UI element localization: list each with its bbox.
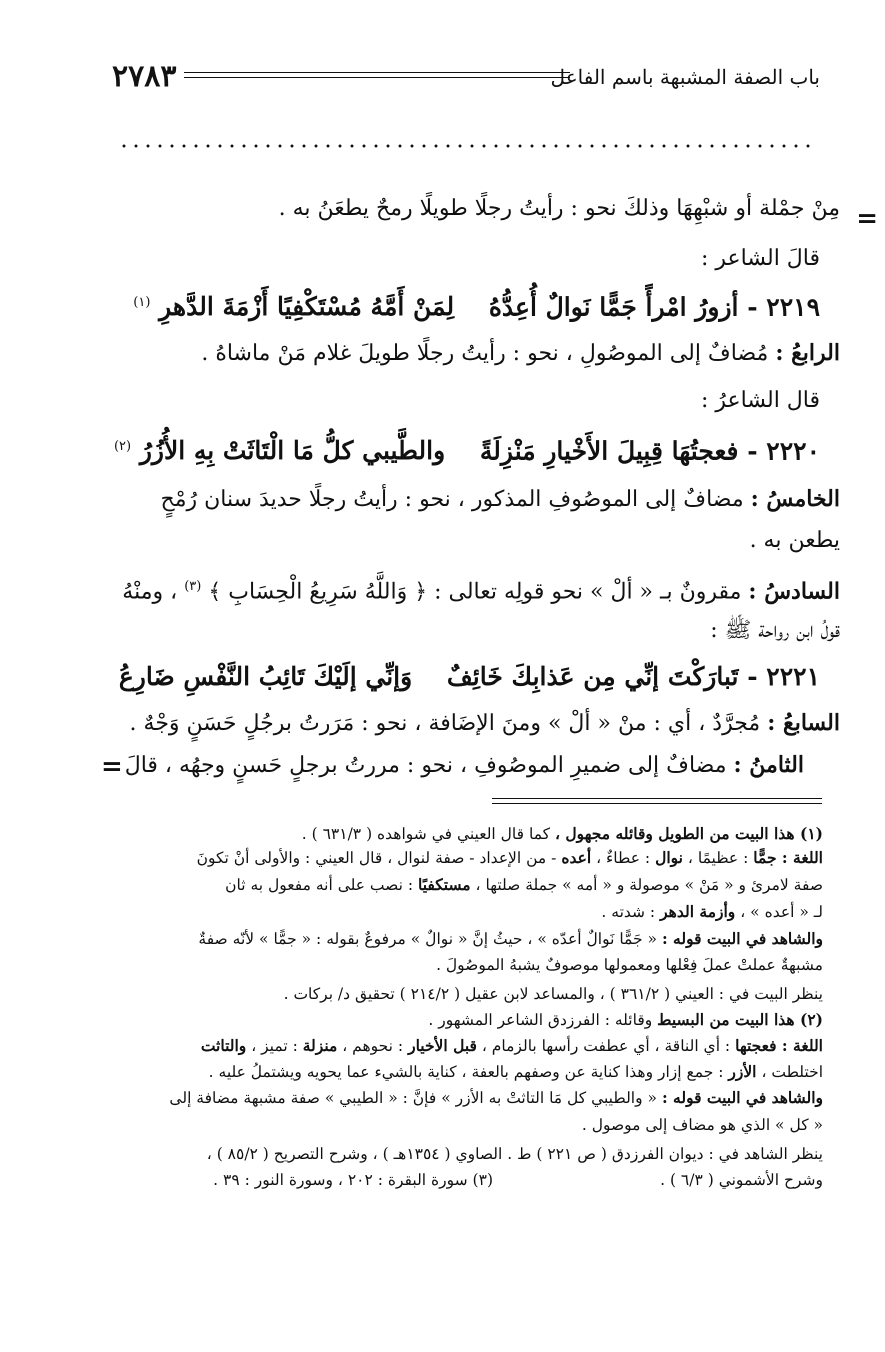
khamis-line-2: يطعن به . xyxy=(749,528,840,553)
item-text: مُضافٌ إلى الموصُولِ ، نحو : رأيتُ رجلًا طويلَ غلام مَنْ ماشاهُ . xyxy=(201,341,769,366)
page-header xyxy=(112,60,820,100)
verse-2220 xyxy=(114,428,820,470)
verse-hemistich-2: والطَّيبي كلُّ مَا الْتَاثَتْ بِهِ الأُزُرُ xyxy=(139,436,446,466)
header-rule xyxy=(184,72,570,78)
footnote-1-lexicon-2: صفة لامرئ و « مَنْ » موصولة و « أمه » جملة صلتها ، مستكفيًا : نصب على أنه مفعول به ثان xyxy=(225,875,823,894)
verse-number: ٢٢٢١ - xyxy=(747,662,820,691)
footnote-separator xyxy=(492,798,822,804)
text-line-1: مِنْ جمْلة أو شبْهِهَا وذلكَ نحو : رأيتُ رجلًا طويلًا رمحٌ يطعَنُ به . xyxy=(278,196,840,221)
item-text: مضافٌ إلى الموصُوفِ المذكور ، نحو : رأيتُ رجلًا حديدَ سنان رُمْحٍ xyxy=(160,487,744,512)
thamin-line xyxy=(125,748,804,783)
footnote-1-evidence: والشاهد في البيت قوله : « جَمًّا نَوالٌ أعدّه » ، حيثُ إنَّ « نوالٌ » مرفوعٌ بقوله : « جمًّا » لأنّه صفةٌ xyxy=(198,929,823,948)
footnote-3: (٣) سورة البقرة : ٢٠٢ ، وسورة النور : ٣٩ . xyxy=(213,1171,493,1189)
chapter-title: باب الصفة المشبهة باسم الفاعل xyxy=(550,65,820,89)
footnote-1-sources: ينظر البيت في : العيني ( ٣٦١/٢ ) ، والمساعد لابن عقيل ( ٢١٤/٢ ) تحقيق د/ بركات . xyxy=(283,985,823,1003)
item-label: الرابعُ : xyxy=(775,340,840,366)
item-text: مقرونٌ بـ « ألْ » نحو قولِه تعالى : ﴿ وَاللَّهُ سَرِيعُ الْحِسَابِ ﴾ xyxy=(208,579,742,605)
footnote-2-lexicon: اللغة : فعجتها : أي الناقة ، أي عطفت رأسها بالزمام ، قبل الأخيار : نحوهم ، منزلة : تميز ، والتاثت xyxy=(200,1036,823,1055)
footnote-1-lexicon-3: لـ « أعده » ، وأزمة الدهر : شدته . xyxy=(601,902,823,921)
verse-2221 xyxy=(119,658,820,696)
verse-hemistich-1: تَبارَكْتَ إنِّي مِن عَذابِكَ خَائِفٌ xyxy=(446,662,739,691)
item-label: السادسُ : xyxy=(748,578,840,605)
item-label: الخامسُ : xyxy=(750,486,840,512)
item-text: مضافٌ إلى ضميرِ الموصُوفِ ، نحو : مررتُ برجلٍ حَسنٍ وجهُه ، قالَ xyxy=(124,753,727,778)
footnote-2-evidence-2: « كل » الذي هو مضاف إلى موصول . xyxy=(581,1116,823,1134)
sadis-line-2: قولُ ابن رواحة ﷺ : xyxy=(710,618,840,643)
footnote-1-heading: (١) هذا البيت من الطويل وقائله مجهول ، كما قال العيني في شواهده ( ٦٣١/٣ ) . xyxy=(301,824,823,843)
poet-intro-1: قالَ الشاعر : xyxy=(700,246,820,271)
item-text-end: ، ومنْهُ xyxy=(122,579,178,605)
footnote-2-evidence: والشاهد في البيت قوله : « والطيبي كل مَا التاثتْ به الأزر » فإنَّ : « الطيبي » صفة مشبهة مضافة إلى xyxy=(169,1088,823,1107)
verse-hemistich-2: وَإنِّي إلَيْكَ تَائِبُ النَّفْسِ ضَارِعُ xyxy=(118,662,413,691)
footnote-ref: (١) xyxy=(133,295,151,310)
verse-hemistich-1: أزورُ امْرأً جَمًّا نَوالٌ أُعِدُّهُ xyxy=(488,292,739,322)
item-label: السابعُ : xyxy=(767,710,840,736)
footnote-2-sources-2: وشرح الأشموني ( ٦/٣ ) . xyxy=(660,1171,823,1189)
continuation-marker-start: = xyxy=(856,204,878,234)
rabi-line xyxy=(201,336,840,371)
verse-hemistich-2: لِمَنْ أَمَّهُ مُسْتَكْفِيًا أَزْمَةَ الدَّهرِ xyxy=(159,292,455,322)
footnote-ref: (٢) xyxy=(113,439,132,454)
dotted-separator xyxy=(118,140,818,152)
sabi-line xyxy=(130,706,840,741)
verse-2219 xyxy=(133,284,820,326)
verse-hemistich-1: فعجتُهَا قِبِيلَ الأَخْيارِ مَنْزِلَةً xyxy=(479,436,739,466)
page-number: ٢٧٨٣ xyxy=(112,59,177,94)
footnote-1-evidence-2: مشبهةٌ عملتْ عملَ فِعْلها ومعمولها موصوفٌ يشبهُ الموصُولَ . xyxy=(436,956,823,974)
footnote-ref: (٣) xyxy=(184,579,202,594)
verse-number: ٢٢٢٠ - xyxy=(747,436,820,466)
footnote-2-sources: ينظر الشاهد في : ديوان الفرزدق ( ص ٢٢١ ) ط . الصاوي ( ١٣٥٤هـ ) ، وشرح التصريح ( ٨٥/٢ ) ، xyxy=(206,1145,823,1163)
continuation-marker-end: = xyxy=(101,752,123,782)
footnote-1-lexicon: اللغة : جمًّا : عظيمًا ، نوال : عطاءٌ ، أعده - من الإعداد - صفة لنوال ، قال العيني : والأولى أنْ تكونَ xyxy=(196,848,823,867)
poet-intro-2: قال الشاعرُ : xyxy=(700,388,820,413)
khamis-line xyxy=(161,482,840,517)
item-label: الثامنُ : xyxy=(733,752,804,778)
verse-number: ٢٢١٩ - xyxy=(747,292,820,322)
footnote-2-heading: (٢) هذا البيت من البسيط وقائله : الفرزدق الشاعر المشهور . xyxy=(428,1010,823,1029)
sadis-line xyxy=(122,570,840,609)
item-text: مُجرَّدٌ ، أي : منْ « ألْ » ومنَ الإضَافة ، نحو : مَرَرتُ برجُلٍ حَسَنٍ وَجْهٌ . xyxy=(129,711,761,736)
footnote-2-lexicon-2: اختلطت ، الأزر : جمع إزار وهذا كناية عن وصفهم بالعفة ، كناية بالشيء عما يحويه ويشتملُ عليه . xyxy=(208,1062,823,1081)
